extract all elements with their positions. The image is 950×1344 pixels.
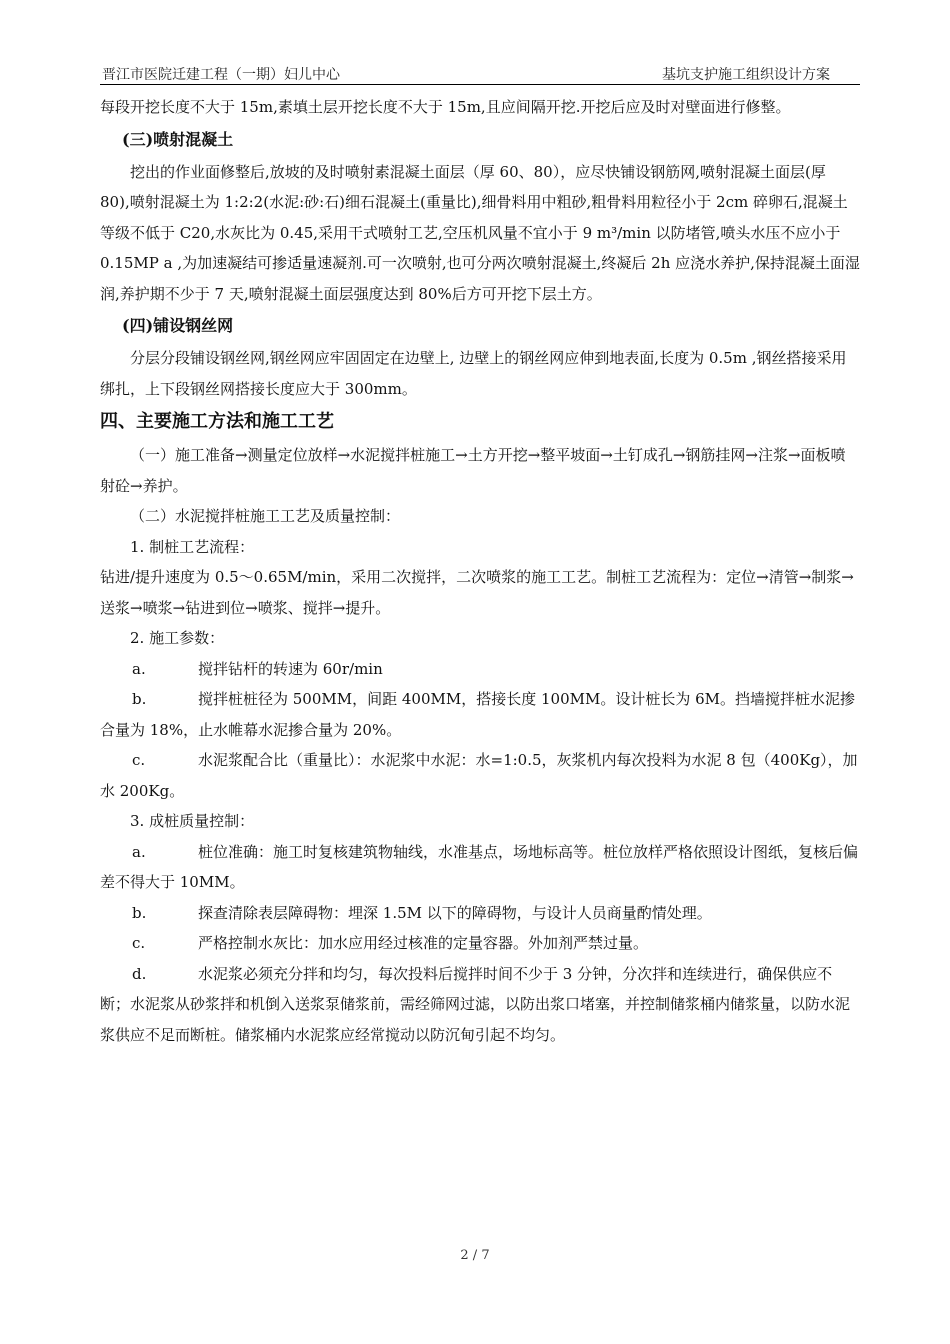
list-item-3c — [100, 928, 860, 959]
item-label: b. — [132, 903, 147, 922]
paragraph-pile-process: 钻进/提升速度为 0.5～0.65M/min，采用二次搅拌，二次喷浆的施工工艺。制桩工艺流程为：定位→清管→制浆→送浆→喷浆→钻进到位→喷浆、搅拌→提升。 — [100, 568, 854, 617]
item-label: c. — [132, 934, 146, 952]
list-item-2c — [100, 745, 860, 806]
item-label: b. — [132, 690, 147, 708]
paragraph-excavation: 每段开挖长度不大于 15m,素填土层开挖长度不大于 15m,且应间隔开挖.开挖后应及时对壁面进行修整。 — [100, 98, 791, 116]
item-text: 搅拌桩桩径为 500MM，间距 400MM，搭接长度 100MM。设计桩长为 6M。挡墙搅拌桩水泥掺合量为 18%，止水帷幕水泥掺合量为 20%。 — [100, 690, 856, 739]
subsection-heading-mixing-pile: （二）水泥搅拌桩施工工艺及质量控制： — [130, 507, 401, 525]
item-heading-2: 2. 施工参数： — [130, 629, 225, 647]
item-heading-1: 1. 制桩工艺流程： — [130, 537, 255, 556]
chapter-heading-methods: 四、主要施工方法和施工工艺 — [100, 411, 334, 432]
item-text: 搅拌钻杆的转速为 60r/min — [198, 659, 383, 678]
item-text: 水泥浆必须充分拌和均匀，每次投料后搅拌时间不少于 3 分钟，分次拌和连续进行，确保供应不断；水泥浆从砂浆拌和机倒入送浆泵储浆前，需经筛网过滤，以防出浆口堵塞，并控制储浆桶内储浆量，以防水泥浆供应不足而断桩。储浆桶内水泥浆应经常搅动以防沉甸引起不均匀。 — [100, 964, 851, 1044]
item-text: 水泥浆配合比（重量比）：水泥浆中水泥：水=1:0.5，灰浆机内每次投料为水泥 8 包（400Kg），加水 200Kg。 — [100, 751, 858, 800]
item-heading-3: 3. 成桩质量控制： — [130, 812, 255, 830]
header-project-title: 晋江市医院迁建工程（一期）妇儿中心 — [102, 67, 340, 83]
section-heading-shotcrete: (三)喷射混凝土 — [122, 129, 234, 149]
item-label: c. — [132, 751, 146, 769]
paragraph-shotcrete: 挖出的作业面修整后,放坡的及时喷射素混凝土面层（厚 60、80），应尽快铺设钢筋网,喷射混凝土面层(厚 80),喷射混凝土为 1:2:2(水泥:砂:石)细石混凝土(重量比),细骨料用中粗砂,粗骨料用粒径小于 2cm 碎卵石,混凝土等级不低于 C20,水灰比为 0.45,采用干式喷射工艺,空压机风量不宜小于 9 m³/min 以防堵管,喷头水压不应小于 0.15MP a ,为加速凝结可掺适量速凝剂.可一次喷射,也可分两次喷射混凝土,终凝后 2h 应浇水养护,保持混凝土面湿润,养护期不少于 7 天,喷射混凝土面层强度达到 80%后方可开挖下层土方。 — [100, 162, 860, 303]
list-item-3a — [100, 837, 860, 898]
page-number: 2 / 7 — [460, 1248, 490, 1263]
item-text: 桩位准确：施工时复核建筑物轴线，水准基点，场地标高等。桩位放样严格依照设计图纸，复核后偏差不得大于 10MM。 — [100, 842, 859, 891]
list-item-2b — [100, 684, 860, 745]
paragraph-process-flow: （一）施工准备→测量定位放样→水泥搅拌桩施工→土方开挖→整平坡面→土钉成孔→钢筋挂网→注浆→面板喷射砼→养护。 — [100, 446, 846, 495]
item-text: 严格控制水灰比：加水应用经过核准的定量容器。外加剂严禁过量。 — [198, 934, 649, 952]
item-text: 探查清除表层障碍物：埋深 1.5M 以下的障碍物，与设计人员商量酌情处理。 — [198, 903, 712, 922]
section-heading-wire-mesh: (四)铺设钢丝网 — [122, 316, 234, 335]
item-label: a. — [132, 842, 146, 861]
list-item-2a — [100, 654, 860, 685]
list-item-3b — [100, 898, 860, 929]
list-item-3d — [100, 959, 860, 1051]
document-body — [100, 92, 860, 1050]
header-document-title: 基坑支护施工组织设计方案 — [662, 67, 830, 83]
paragraph-wire-mesh: 分层分段铺设钢丝网,钢丝网应牢固固定在边壁上, 边壁上的钢丝网应伸到地表面,长度为 0.5m ,钢丝搭接采用绑扎，上下段钢丝网搭接长度应大于 300mm。 — [100, 349, 847, 398]
page-header — [100, 62, 860, 85]
item-label: d. — [132, 964, 147, 983]
item-label: a. — [132, 659, 146, 678]
